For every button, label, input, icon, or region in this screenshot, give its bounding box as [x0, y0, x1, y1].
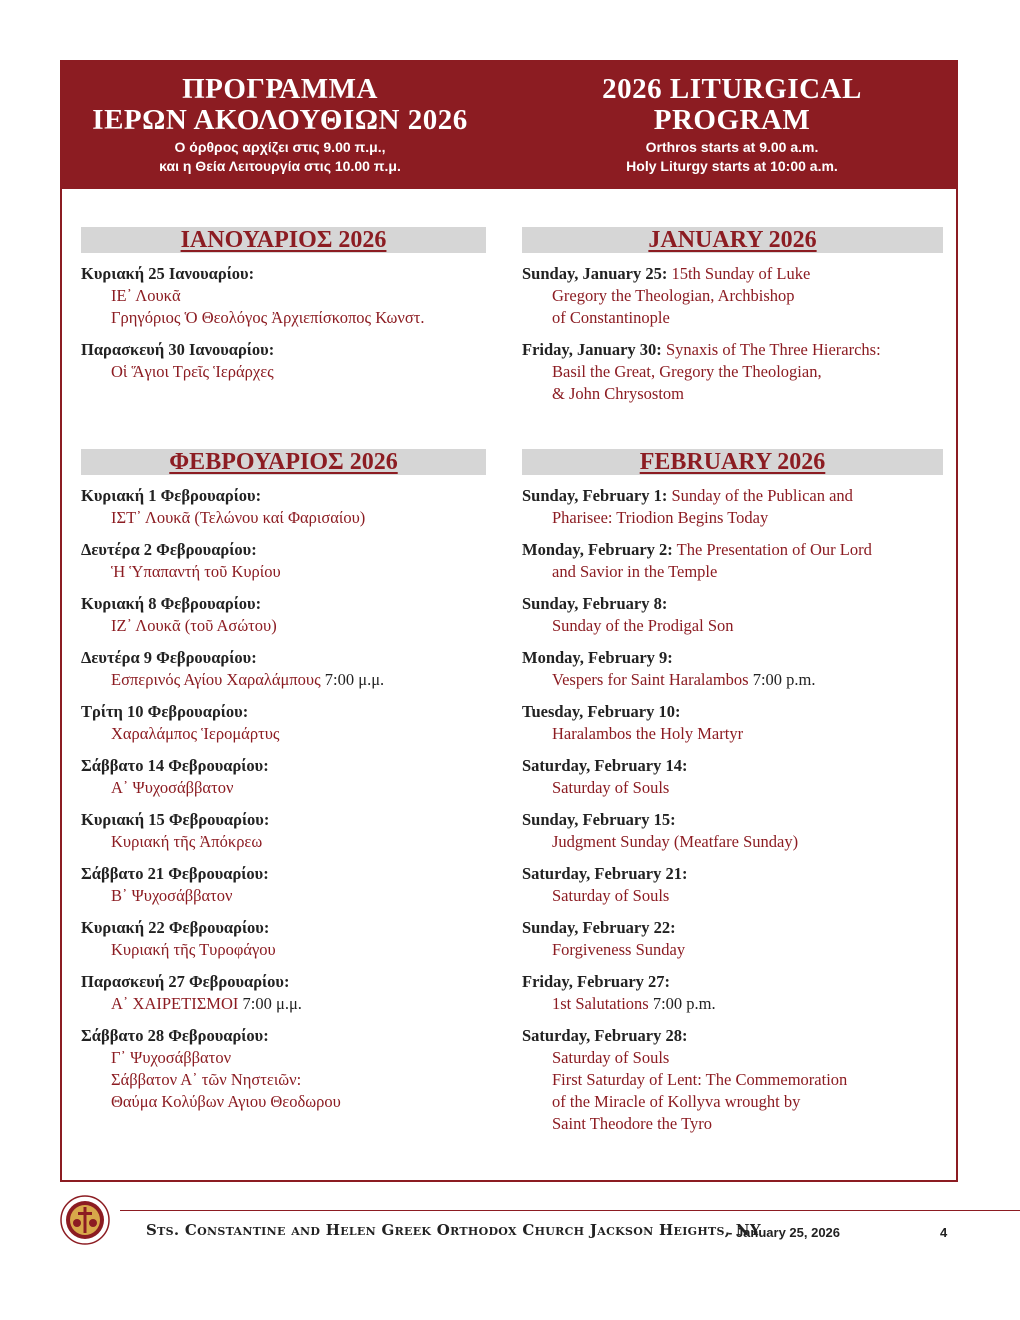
entry-line: Haralambos the Holy Martyr	[552, 724, 744, 743]
entry-date: Κυριακή 8 Φεβρουαρίου:	[81, 594, 262, 613]
entry-date: Sunday, February 22:	[522, 918, 676, 937]
february-greek-section	[81, 449, 486, 1123]
entry-line: Saturday of Souls	[552, 1048, 670, 1067]
entry-event: Sunday of the Publican and	[671, 486, 853, 505]
schedule-entry	[522, 339, 943, 405]
schedule-entry	[81, 701, 486, 745]
entry-line: ΙΕ᾽ Λουκᾶ	[111, 286, 181, 305]
entry-line: Basil the Great, Gregory the Theologian,	[552, 362, 822, 381]
schedule-entry	[81, 863, 486, 907]
february-english-heading: FEBRUARY 2026	[522, 449, 943, 475]
entry-date: Δευτέρα 9 Φεβρουαρίου:	[81, 648, 257, 667]
schedule-entry	[522, 917, 943, 961]
entry-event: The Presentation of Our Lord	[676, 540, 872, 559]
entry-date: Παρασκευή 27 Φεβρουαρίου:	[81, 972, 290, 991]
entry-time: 7:00 μ.μ.	[242, 994, 302, 1013]
schedule-entry	[522, 755, 943, 799]
entry-time: 7:00 p.m.	[752, 670, 816, 689]
entry-line: Ἡ Ὑπαπαντή τοῦ Κυρίου	[111, 562, 281, 581]
entry-date: Saturday, February 14:	[522, 756, 688, 775]
entry-date: Saturday, February 28:	[522, 1026, 688, 1045]
greek-banner	[70, 74, 490, 176]
church-seal-icon	[60, 1195, 110, 1245]
entry-line: Β᾽ Ψυχοσάββατον	[111, 886, 233, 905]
schedule-entry	[522, 539, 943, 583]
entry-date: Κυριακή 15 Φεβρουαρίου:	[81, 810, 270, 829]
entry-line: Forgiveness Sunday	[552, 940, 686, 959]
entry-date: Monday, February 9:	[522, 648, 673, 667]
entry-line: Gregory the Theologian, Archbishop	[552, 286, 795, 305]
schedule-entry	[81, 1025, 486, 1113]
entry-line: Sunday of the Prodigal Son	[552, 616, 734, 635]
entry-date: Friday, February 27:	[522, 972, 671, 991]
english-sub-2: Holy Liturgy starts at 10:00 a.m.	[626, 158, 838, 174]
schedule-entry	[81, 809, 486, 853]
english-banner	[512, 74, 952, 176]
entry-line	[81, 669, 486, 691]
january-greek-section	[81, 227, 486, 393]
entry-date: Τρίτη 10 Φεβρουαρίου:	[81, 702, 249, 721]
february-english-section	[522, 449, 943, 1145]
schedule-entry	[81, 485, 486, 529]
entry-date: Δευτέρα 2 Φεβρουαρίου:	[81, 540, 257, 559]
entry-event: Synaxis of The Three Hierarchs:	[665, 340, 881, 359]
january-greek-heading: ΙΑΝΟΥΑΡΙΟΣ 2026	[81, 227, 486, 253]
entry-line: and Savior in the Temple	[552, 562, 718, 581]
church-name: Sts. Constantine and Helen Greek Orthodox Church Jackson Heights, NY	[146, 1221, 761, 1239]
entry-line: Κυριακή τῆς Ἀπόκρεω	[111, 832, 263, 851]
entry-line: & John Chrysostom	[552, 384, 685, 403]
entry-date: Saturday, February 21:	[522, 864, 688, 883]
entry-line: Κυριακή τῆς Τυροφάγου	[111, 940, 276, 959]
entry-line: ΙΖ᾽ Λουκᾶ (τοῦ Ασώτου)	[111, 616, 277, 635]
schedule-entry	[81, 917, 486, 961]
schedule-entry	[81, 971, 486, 1015]
entry-event: Vespers for Saint Haralambos	[552, 670, 749, 689]
entry-line: Γ᾽ Ψυχοσάββατον	[111, 1048, 232, 1067]
entry-date: Sunday, February 8:	[522, 594, 668, 613]
entry-date: Σάββατο 14 Φεβρουαρίου:	[81, 756, 269, 775]
english-title-2: PROGRAM	[653, 104, 811, 136]
schedule-entry	[522, 485, 943, 529]
english-title-1: 2026 LITURGICAL	[602, 73, 862, 105]
entry-line	[522, 669, 943, 691]
title-banner	[62, 62, 956, 189]
entry-line: Saint Theodore the Tyro	[552, 1114, 712, 1133]
entry-date: Tuesday, February 10:	[522, 702, 681, 721]
entry-line: Σάββατον Α᾽ τῶν Νηστειῶν:	[111, 1070, 302, 1089]
schedule-entry	[522, 971, 943, 1015]
entry-date: Friday, January 30:	[522, 340, 662, 359]
schedule-entry	[522, 593, 943, 637]
bulletin-date: - January 25, 2026	[728, 1225, 841, 1240]
entry-line: ΙΣΤ᾽ Λουκᾶ (Τελώνου καί Φαρισαίου)	[111, 508, 366, 527]
entry-line	[522, 993, 943, 1015]
entry-date: Κυριακή 22 Φεβρουαρίου:	[81, 918, 270, 937]
entry-date: Sunday, January 25:	[522, 264, 668, 283]
entry-date: Παρασκευή 30 Ιανουαρίου:	[81, 340, 275, 359]
entry-date: Sunday, February 15:	[522, 810, 676, 829]
entry-event: 1st Salutations	[552, 994, 649, 1013]
entry-date: Κυριακή 25 Ιανουαρίου:	[81, 264, 255, 283]
january-english-heading: JANUARY 2026	[522, 227, 943, 253]
page-number: 4	[940, 1225, 948, 1240]
entry-line: Οἱ Ἅγιοι Τρεῖς Ἱεράρχες	[111, 362, 274, 381]
page-footer	[60, 1195, 960, 1255]
entry-time: 7:00 p.m.	[652, 994, 716, 1013]
english-sub-1: Orthros starts at 9.00 a.m.	[645, 139, 819, 155]
entry-date: Sunday, February 1:	[522, 486, 668, 505]
entry-line: Γρηγόριος Ὁ Θεολόγος Ἀρχιεπίσκοπος Κωνστ.	[111, 308, 425, 327]
entry-line: Θαύμα Κολύβων Αγιου Θεοδωρου	[111, 1092, 341, 1111]
february-greek-heading: ΦΕΒΡΟΥΑΡΙΟΣ 2026	[81, 449, 486, 475]
entry-line	[81, 993, 486, 1015]
entry-time: 7:00 μ.μ.	[324, 670, 385, 689]
greek-sub-2: και η Θεία Λειτουργία στις 10.00 π.μ.	[159, 158, 401, 174]
schedule-entry	[522, 809, 943, 853]
entry-date: Monday, February 2:	[522, 540, 673, 559]
footer-rule	[120, 1210, 1020, 1211]
entry-date: Σάββατο 21 Φεβρουαρίου:	[81, 864, 269, 883]
schedule-entry	[81, 755, 486, 799]
entry-event: Α᾽ ΧΑΙΡΕΤΙΣΜΟΙ	[111, 994, 239, 1013]
entry-event: Εσπερινός Αγίου Χαραλάμπους	[111, 670, 321, 689]
schedule-entry	[81, 539, 486, 583]
schedule-entry	[81, 593, 486, 637]
schedule-entry	[81, 647, 486, 691]
entry-line: of the Miracle of Kollyva wrought by	[552, 1092, 801, 1111]
schedule-entry	[81, 339, 486, 383]
entry-line: Α᾽ Ψυχοσάββατον	[111, 778, 234, 797]
entry-event: 15th Sunday of Luke	[671, 264, 811, 283]
entry-date: Κυριακή 1 Φεβρουαρίου:	[81, 486, 262, 505]
schedule-entry	[522, 863, 943, 907]
entry-line: Pharisee: Triodion Begins Today	[552, 508, 769, 527]
schedule-entry	[81, 263, 486, 329]
program-frame	[60, 60, 958, 1182]
schedule-entry	[522, 1025, 943, 1135]
january-english-section	[522, 227, 943, 415]
schedule-entry	[522, 647, 943, 691]
greek-sub-1: Ο όρθρος αρχίζει στις 9.00 π.μ.,	[174, 139, 386, 155]
schedule-entry	[522, 263, 943, 329]
entry-line: First Saturday of Lent: The Commemoration	[552, 1070, 848, 1089]
entry-line: Saturday of Souls	[552, 778, 670, 797]
greek-title-1: ΠΡΟΓΡΑΜΜΑ	[182, 73, 378, 105]
entry-line: Χαραλάμπος Ἱερομάρτυς	[111, 724, 280, 743]
entry-date: Σάββατο 28 Φεβρουαρίου:	[81, 1026, 269, 1045]
entry-line: Judgment Sunday (Meatfare Sunday)	[552, 832, 799, 851]
entry-line: Saturday of Souls	[552, 886, 670, 905]
schedule-entry	[522, 701, 943, 745]
entry-line: of Constantinople	[552, 308, 670, 327]
greek-title-2: ΙΕΡΩΝ ΑΚΟΛΟΥΘΙΩΝ 2026	[92, 104, 468, 136]
